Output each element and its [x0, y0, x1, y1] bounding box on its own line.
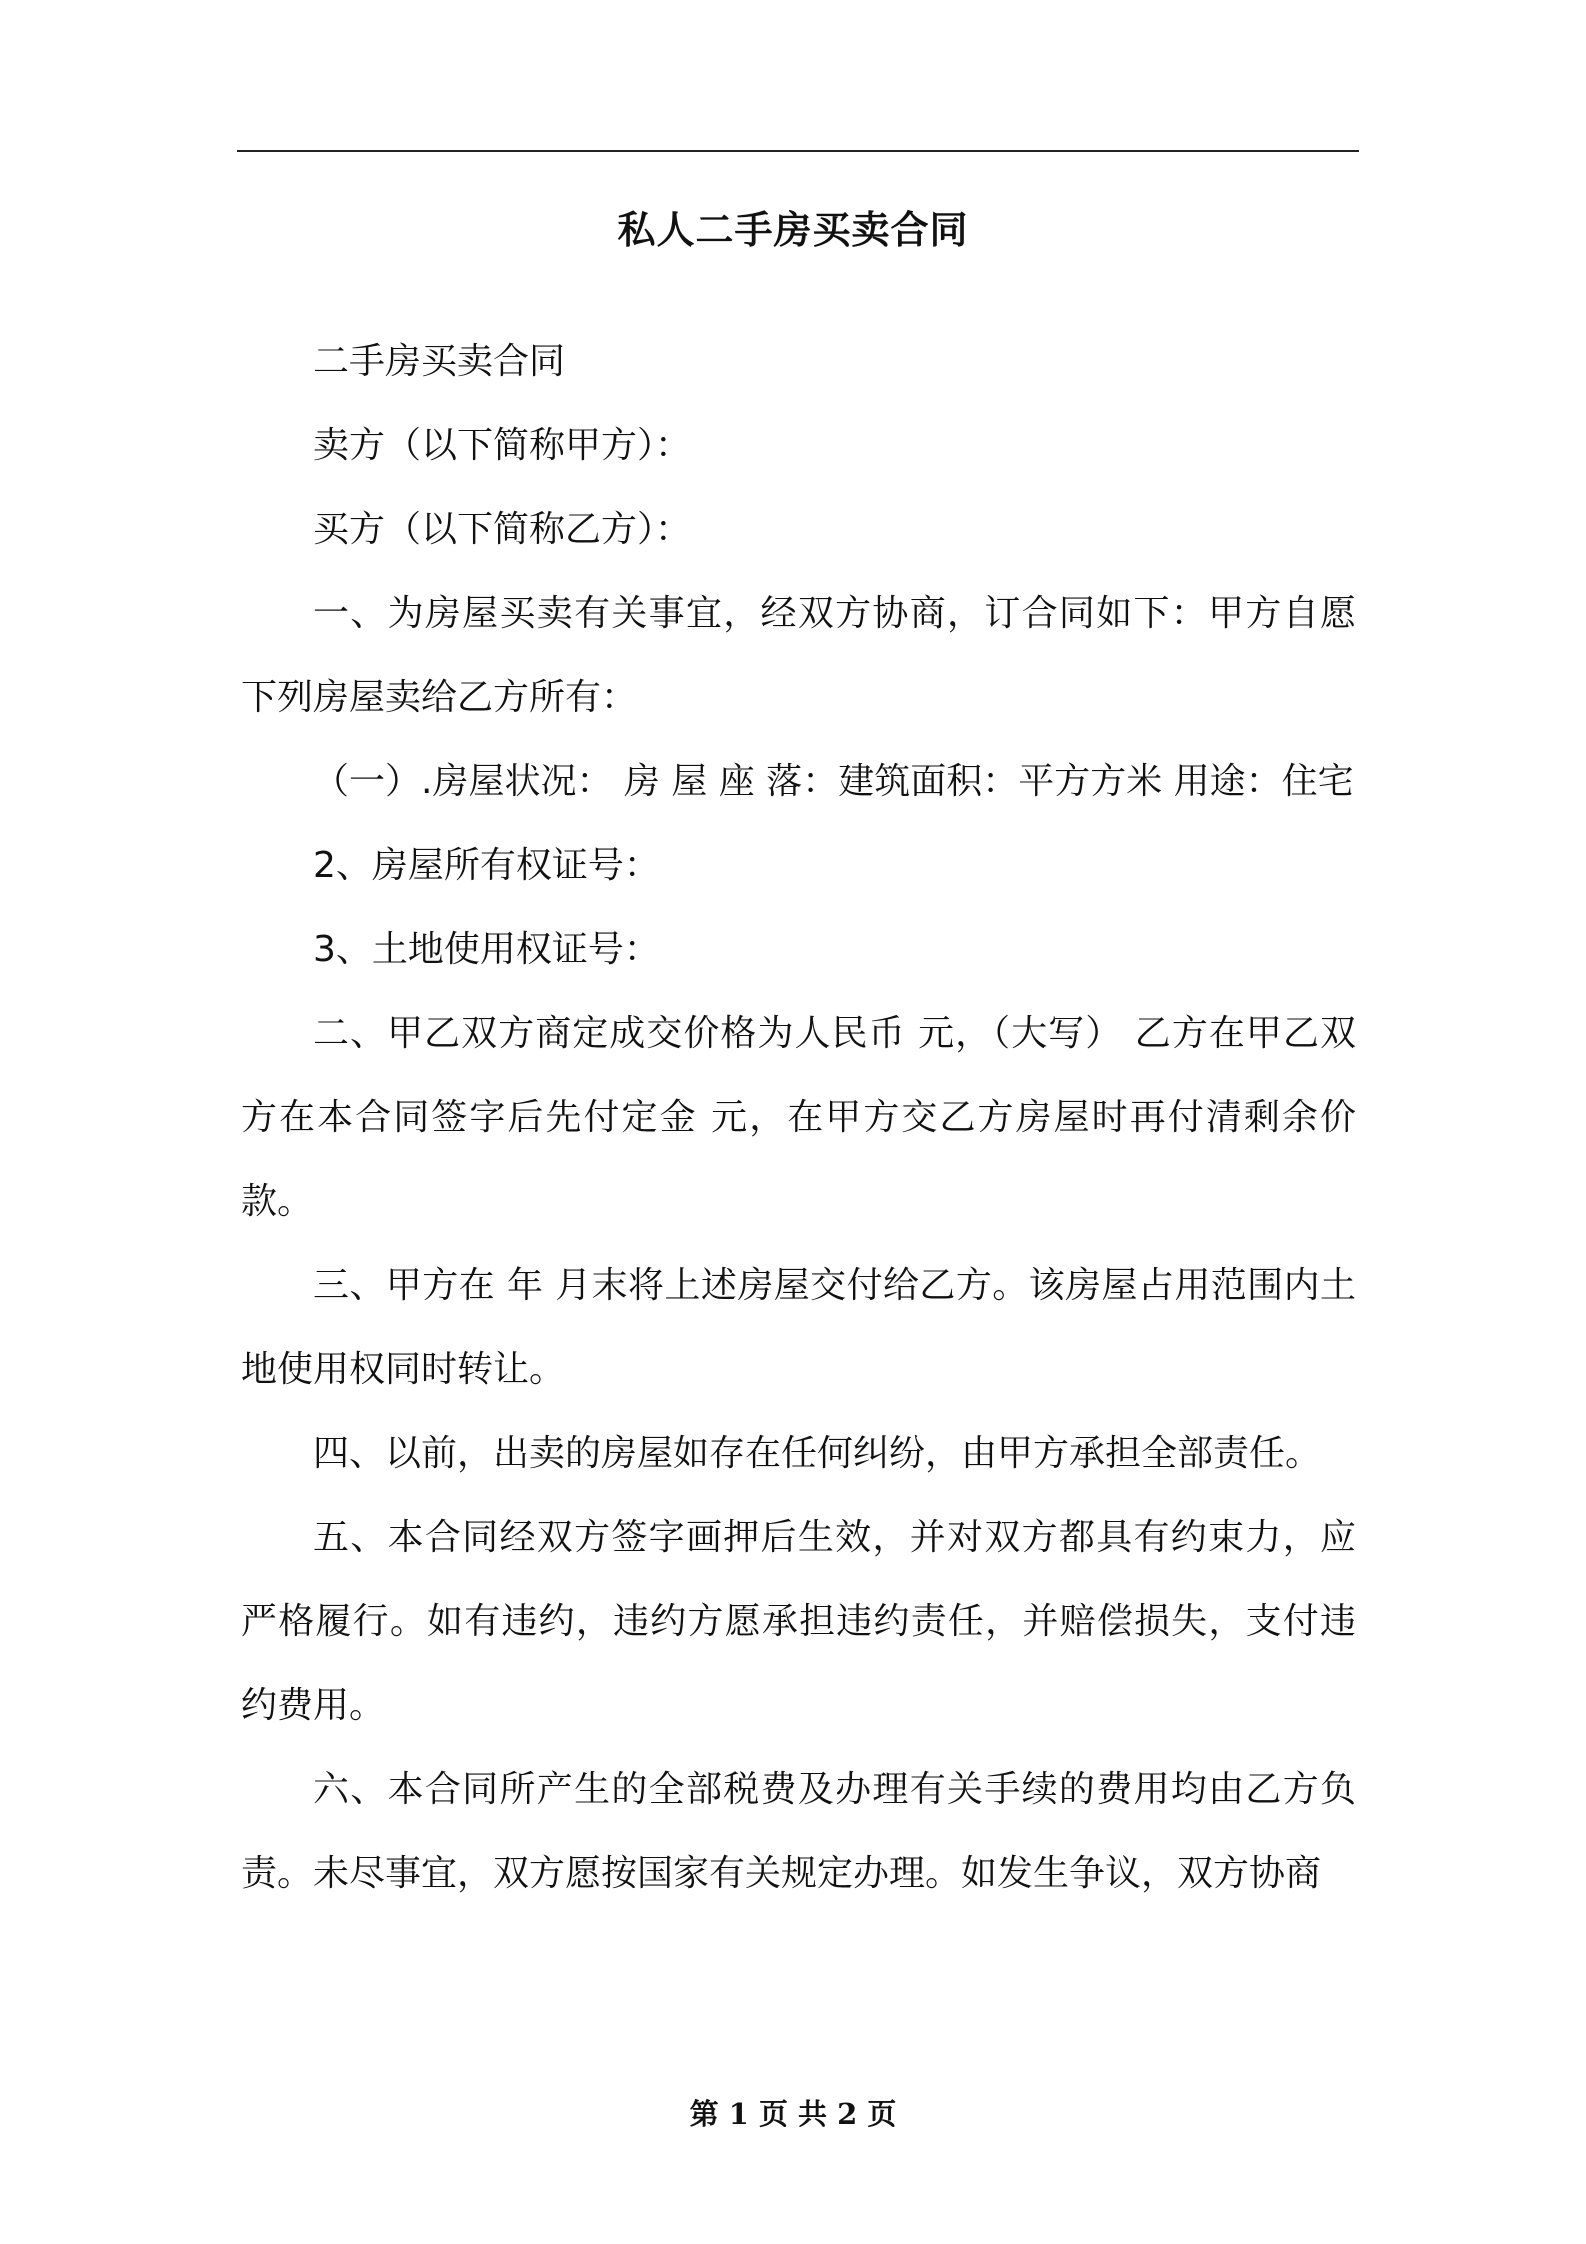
document-body	[241, 320, 1356, 1916]
paragraph-clause-2: 二、甲乙双方商定成交价格为人民币 元，（大写） 乙方在甲乙双方在本合同签字后先付定金 元，在甲方交乙方房屋时再付清剩余价款。	[241, 1013, 1356, 1222]
header-rule	[237, 150, 1359, 152]
page-number: 第 1 页 共 2 页	[689, 2097, 897, 2131]
paragraph-clause-6: 六、本合同所产生的全部税费及办理有关手续的费用均由乙方负责。未尽事宜，双方愿按国家有关规定办理。如发生争议，双方协商	[241, 1769, 1356, 1894]
paragraph-heading: 二手房买卖合同	[313, 341, 566, 382]
paragraph-house-status: （一）.房屋状况： 房 屋 座 落：建筑面积：平方方米 用途：住宅	[313, 761, 1354, 802]
paragraph-buyer: 买方（以下简称乙方）：	[313, 509, 692, 550]
paragraph-clause-5: 五、本合同经双方签字画押后生效，并对双方都具有约束力，应严格履行。如有违约，违约方愿承担违约责任，并赔偿损失，支付违约费用。	[241, 1517, 1356, 1726]
paragraph-land-cert: 3、土地使用权证号：	[313, 929, 660, 970]
document-title: 私人二手房买卖合同	[617, 208, 969, 252]
paragraph-clause-1: 一、为房屋买卖有关事宜，经双方协商，订合同如下：甲方自愿下列房屋卖给乙方所有：	[241, 593, 1356, 718]
paragraph-seller: 卖方（以下简称甲方）：	[313, 425, 692, 466]
paragraph-clause-3: 三、甲方在 年 月末将上述房屋交付给乙方。该房屋占用范围内土地使用权同时转让。	[241, 1265, 1356, 1390]
paragraph-clause-4: 四、以前，出卖的房屋如存在任何纠纷，由甲方承担全部责任。	[313, 1433, 1322, 1474]
paragraph-ownership-cert: 2、房屋所有权证号：	[313, 845, 660, 886]
